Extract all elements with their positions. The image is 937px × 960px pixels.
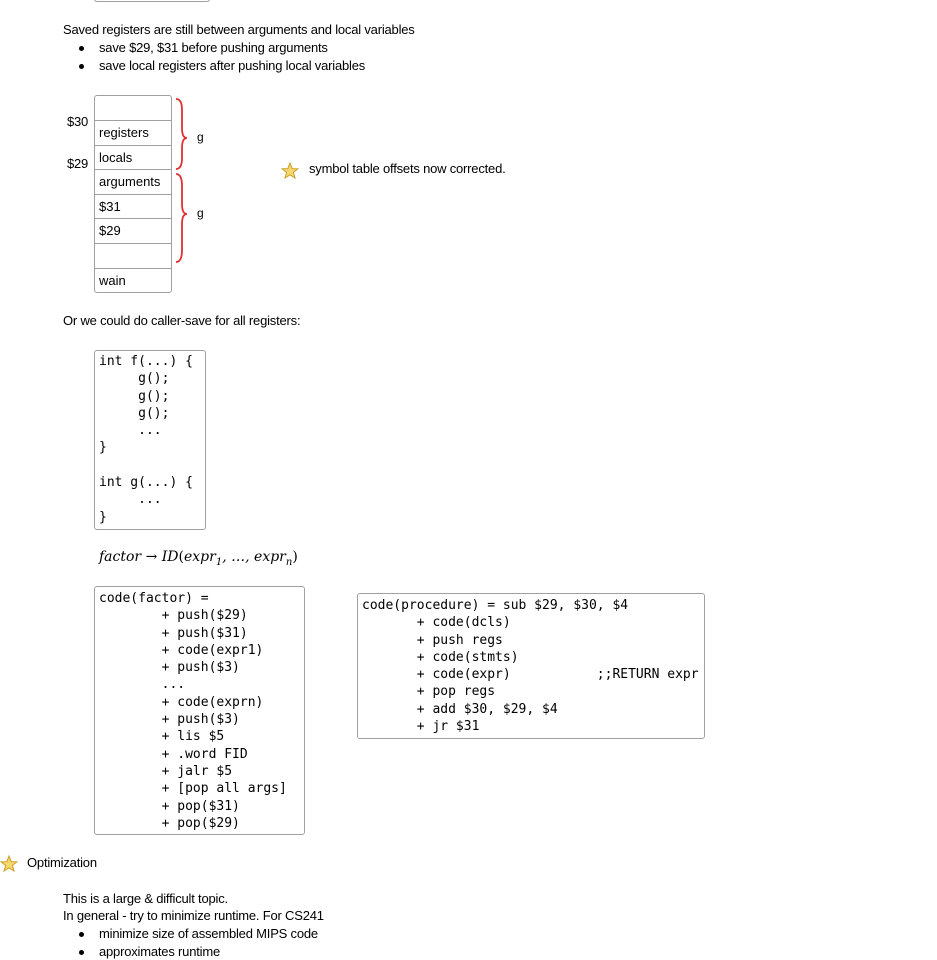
- intro-text: Saved registers are still between arguments and local variables: [63, 22, 415, 37]
- star-icon: [281, 162, 299, 180]
- bullet-item: approximates runtime: [99, 944, 220, 959]
- formula-arrow: →: [145, 549, 158, 565]
- brace-top: [176, 99, 187, 169]
- brace-label-bottom: g: [197, 206, 204, 220]
- stack-label-29: $29: [67, 156, 89, 171]
- formula-exprn: expr: [254, 549, 286, 565]
- stack-braces: [172, 96, 202, 268]
- stack-cell-registers: registers: [95, 120, 171, 145]
- formula-expr1: expr: [184, 549, 216, 565]
- brace-label-top: g: [197, 130, 204, 144]
- stack-cell-31: $31: [95, 194, 171, 219]
- brace-bottom: [176, 174, 187, 262]
- formula-id: ID: [161, 549, 179, 565]
- bullet-item: minimize size of assembled MIPS code: [99, 926, 318, 941]
- code-box-factor: [94, 586, 305, 835]
- stack-cell-29: $29: [95, 218, 171, 243]
- stack-cell-locals: locals: [95, 145, 171, 170]
- bullet-item: save local registers after pushing local variables: [99, 58, 366, 73]
- stack-cell: [95, 243, 171, 268]
- bullet-item: save $29, $31 before pushing arguments: [99, 40, 328, 55]
- stack-diagram: [94, 95, 172, 293]
- stack-cell: [95, 95, 171, 119]
- formula-subn: n: [285, 556, 293, 568]
- paragraph: This is a large & difficult topic.: [63, 891, 228, 906]
- bullet-dot: [79, 46, 84, 51]
- star-icon: [0, 855, 18, 873]
- code-box-f: [94, 350, 206, 530]
- section-heading: Optimization: [27, 855, 97, 870]
- bullet-dot: [79, 950, 84, 955]
- code-factor: code(factor) = + push($29) + push($31) + code(expr1) + push($3) ... + code(exprn) + push($3) + lis $5 + .word FID + jalr $5 + [pop all args] + pop($31) + pop($29): [99, 591, 287, 831]
- formula-sep: , …,: [222, 549, 255, 565]
- previous-box-bottom: [94, 0, 210, 2]
- caller-save-text: Or we could do caller-save for all registers:: [63, 313, 301, 328]
- note-text: symbol table offsets now corrected.: [309, 161, 506, 176]
- formula-sub1: 1: [215, 556, 223, 568]
- bullet-dot: [79, 932, 84, 937]
- code-f: int f(...) { g(); g(); g(); ... } int g(...) { ... }: [99, 354, 193, 525]
- formula: [99, 549, 298, 568]
- paragraph: In general - try to minimize runtime. For CS241: [63, 908, 324, 923]
- code-procedure: code(procedure) = sub $29, $30, $4 + code(dcls) + push regs + code(stmts) + code(expr) ;;RETURN expr + pop regs + add $30, $29, $4 + jr $31: [362, 598, 699, 735]
- code-box-procedure: [357, 593, 705, 739]
- formula-open: (: [178, 549, 184, 565]
- bullet-dot: [79, 64, 84, 69]
- formula-lhs: factor: [99, 549, 142, 565]
- stack-cell-wain: wain: [95, 268, 171, 292]
- stack-label-30: $30: [67, 114, 89, 129]
- stack-cell-arguments: arguments: [95, 169, 171, 194]
- formula-close: ): [292, 549, 298, 565]
